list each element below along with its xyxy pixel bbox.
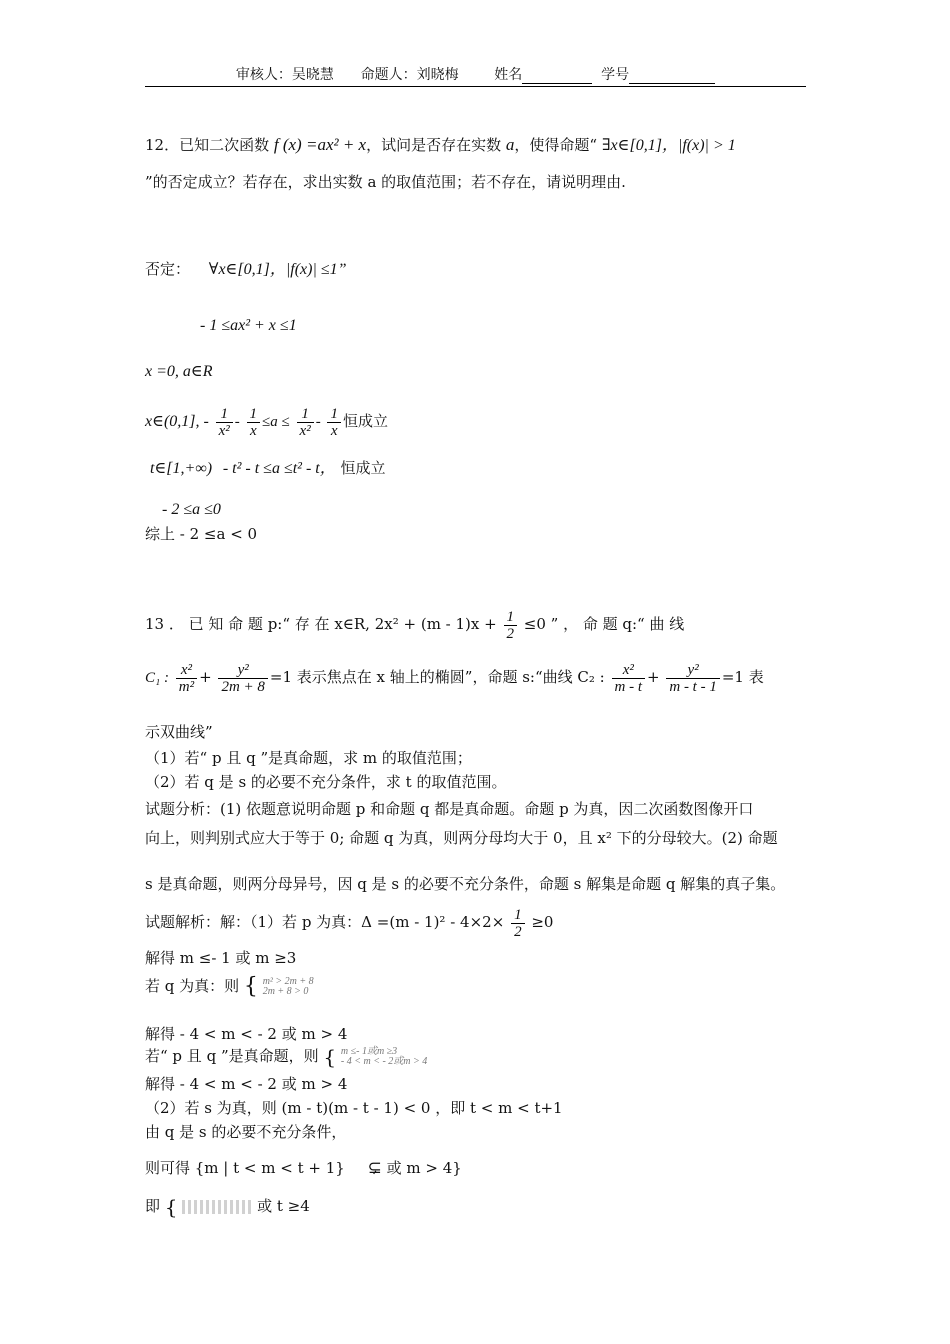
author: 命题人：刘晓梅 — [360, 67, 459, 83]
page-header — [145, 64, 806, 87]
id-blank — [629, 83, 715, 84]
q13-part2: （2）若 q 是 s 的必要不充分条件，求 t 的取值范围。 — [145, 773, 507, 791]
q13-solution-3: 若 q 为真：则 { m² > 2m + 8 2m + 8 > 0 — [145, 974, 314, 999]
name-label: 姓名 — [494, 67, 523, 83]
blurred-system — [182, 1200, 252, 1214]
q13-line1: 13 ． 已 知 命 题 p:“ 存 在 x∈R, 2x² + (m - 1)x + $\frac{1}{2}$ ≤0 ” ， 命 题 q:“ 曲 线 — [145, 608, 685, 642]
q12-line2: ”的否定成立？若存在，求出实数 a 的取值范围；若不存在，请说明理由. — [145, 173, 626, 191]
q12-negation: 否定： ∀x∈[0,1]，|f(x)| ≤1” — [145, 260, 347, 278]
name-blank — [522, 83, 592, 84]
q13-line3: 示双曲线” — [145, 723, 213, 741]
q13-solution-7: （2）若 s 为真，则 (m - t)(m - t - 1) < 0 ，即 t < m < t+1 — [145, 1099, 563, 1117]
q13-solution-6: 解得 - 4 < m < - 2 或 m > 4 — [145, 1075, 348, 1093]
q13-solution-1: 试题解析：解：（1）若 p 为真：Δ =(m - 1)² - 4×2× $\frac{1}{2}$ ≥0 — [145, 906, 554, 940]
q13-analysis-2: 向上，则判别式应大于等于 0; 命题 q 为真，则两分母均大于 0，且 x² 下的分母较大。(2) 命题 — [145, 829, 778, 847]
q13-analysis-3: s 是真命题，则两分母异号，因 q 是 s 的必要不充分条件，命题 s 解集是命题 q 解集的真子集。 — [145, 875, 786, 893]
q13-solution-5: 若“ p 且 q ”是真命题，则 { m ≤- 1或m ≥3 - 4 < m < - 2或m > 4 — [145, 1045, 428, 1069]
q13-solution-4: 解得 - 4 < m < - 2 或 m > 4 — [145, 1025, 348, 1043]
q13-solution-10: 即 { 或 t ≥4 — [145, 1195, 310, 1219]
q12-line1: 12．已知二次函数 f (x) =ax² + x，试问是否存在实数 a，使得命题“ ∃x∈[0,1]，|f(x)| > 1 — [145, 135, 736, 154]
q12-step3: x∈(0,1], - $\frac{1}{\text{x²}}$ - $\frac{1}{x}$ ≤a ≤ $\frac{1}{\text{x²}}$ - $\frac{1}{x}$ 恒成立 — [145, 405, 388, 439]
q13-solution-8: 由 q 是 s 的必要不充分条件， — [145, 1123, 347, 1141]
q12-step5: - 2 ≤a ≤0 — [162, 501, 221, 518]
q12-step1: - 1 ≤ax² + x ≤1 — [200, 317, 297, 334]
id-label: 学号 — [601, 67, 630, 83]
q12-step4: t∈[1,+∞) - t² - t ≤a ≤t² - t， 恒成立 — [150, 459, 386, 477]
q13-analysis-1: 试题分析：(1) 依题意说明命题 p 和命题 q 都是真命题。命题 p 为真，因二次函数图像开口 — [145, 800, 754, 818]
q13-line2: C₁ : $\frac{\text{x²}}{\text{m²}}$ + $\frac{\text{y²}}{2m + 8}$ =1 表示焦点在 x 轴上的椭圆”，命题 s:“曲线 C₂ : $\frac{\text{x²}}{m - t}$ + $\frac{\text{y²}}{m - t - 1}$ =1 表 — [145, 661, 764, 695]
q13-solution-9: 则可得 {m | t < m < t + 1} ⊊ 或 m > 4} — [145, 1158, 462, 1178]
q12-step2: x =0, a∈R — [145, 363, 213, 380]
q13-solution-2: 解得 m ≤- 1 或 m ≥3 — [145, 949, 297, 967]
reviewer: 审核人：吴晓慧 — [235, 67, 334, 83]
q12-conclusion: 综上 - 2 ≤a < 0 — [145, 525, 258, 543]
q13-part1: （1）若“ p 且 q ”是真命题，求 m 的取值范围； — [145, 749, 472, 767]
